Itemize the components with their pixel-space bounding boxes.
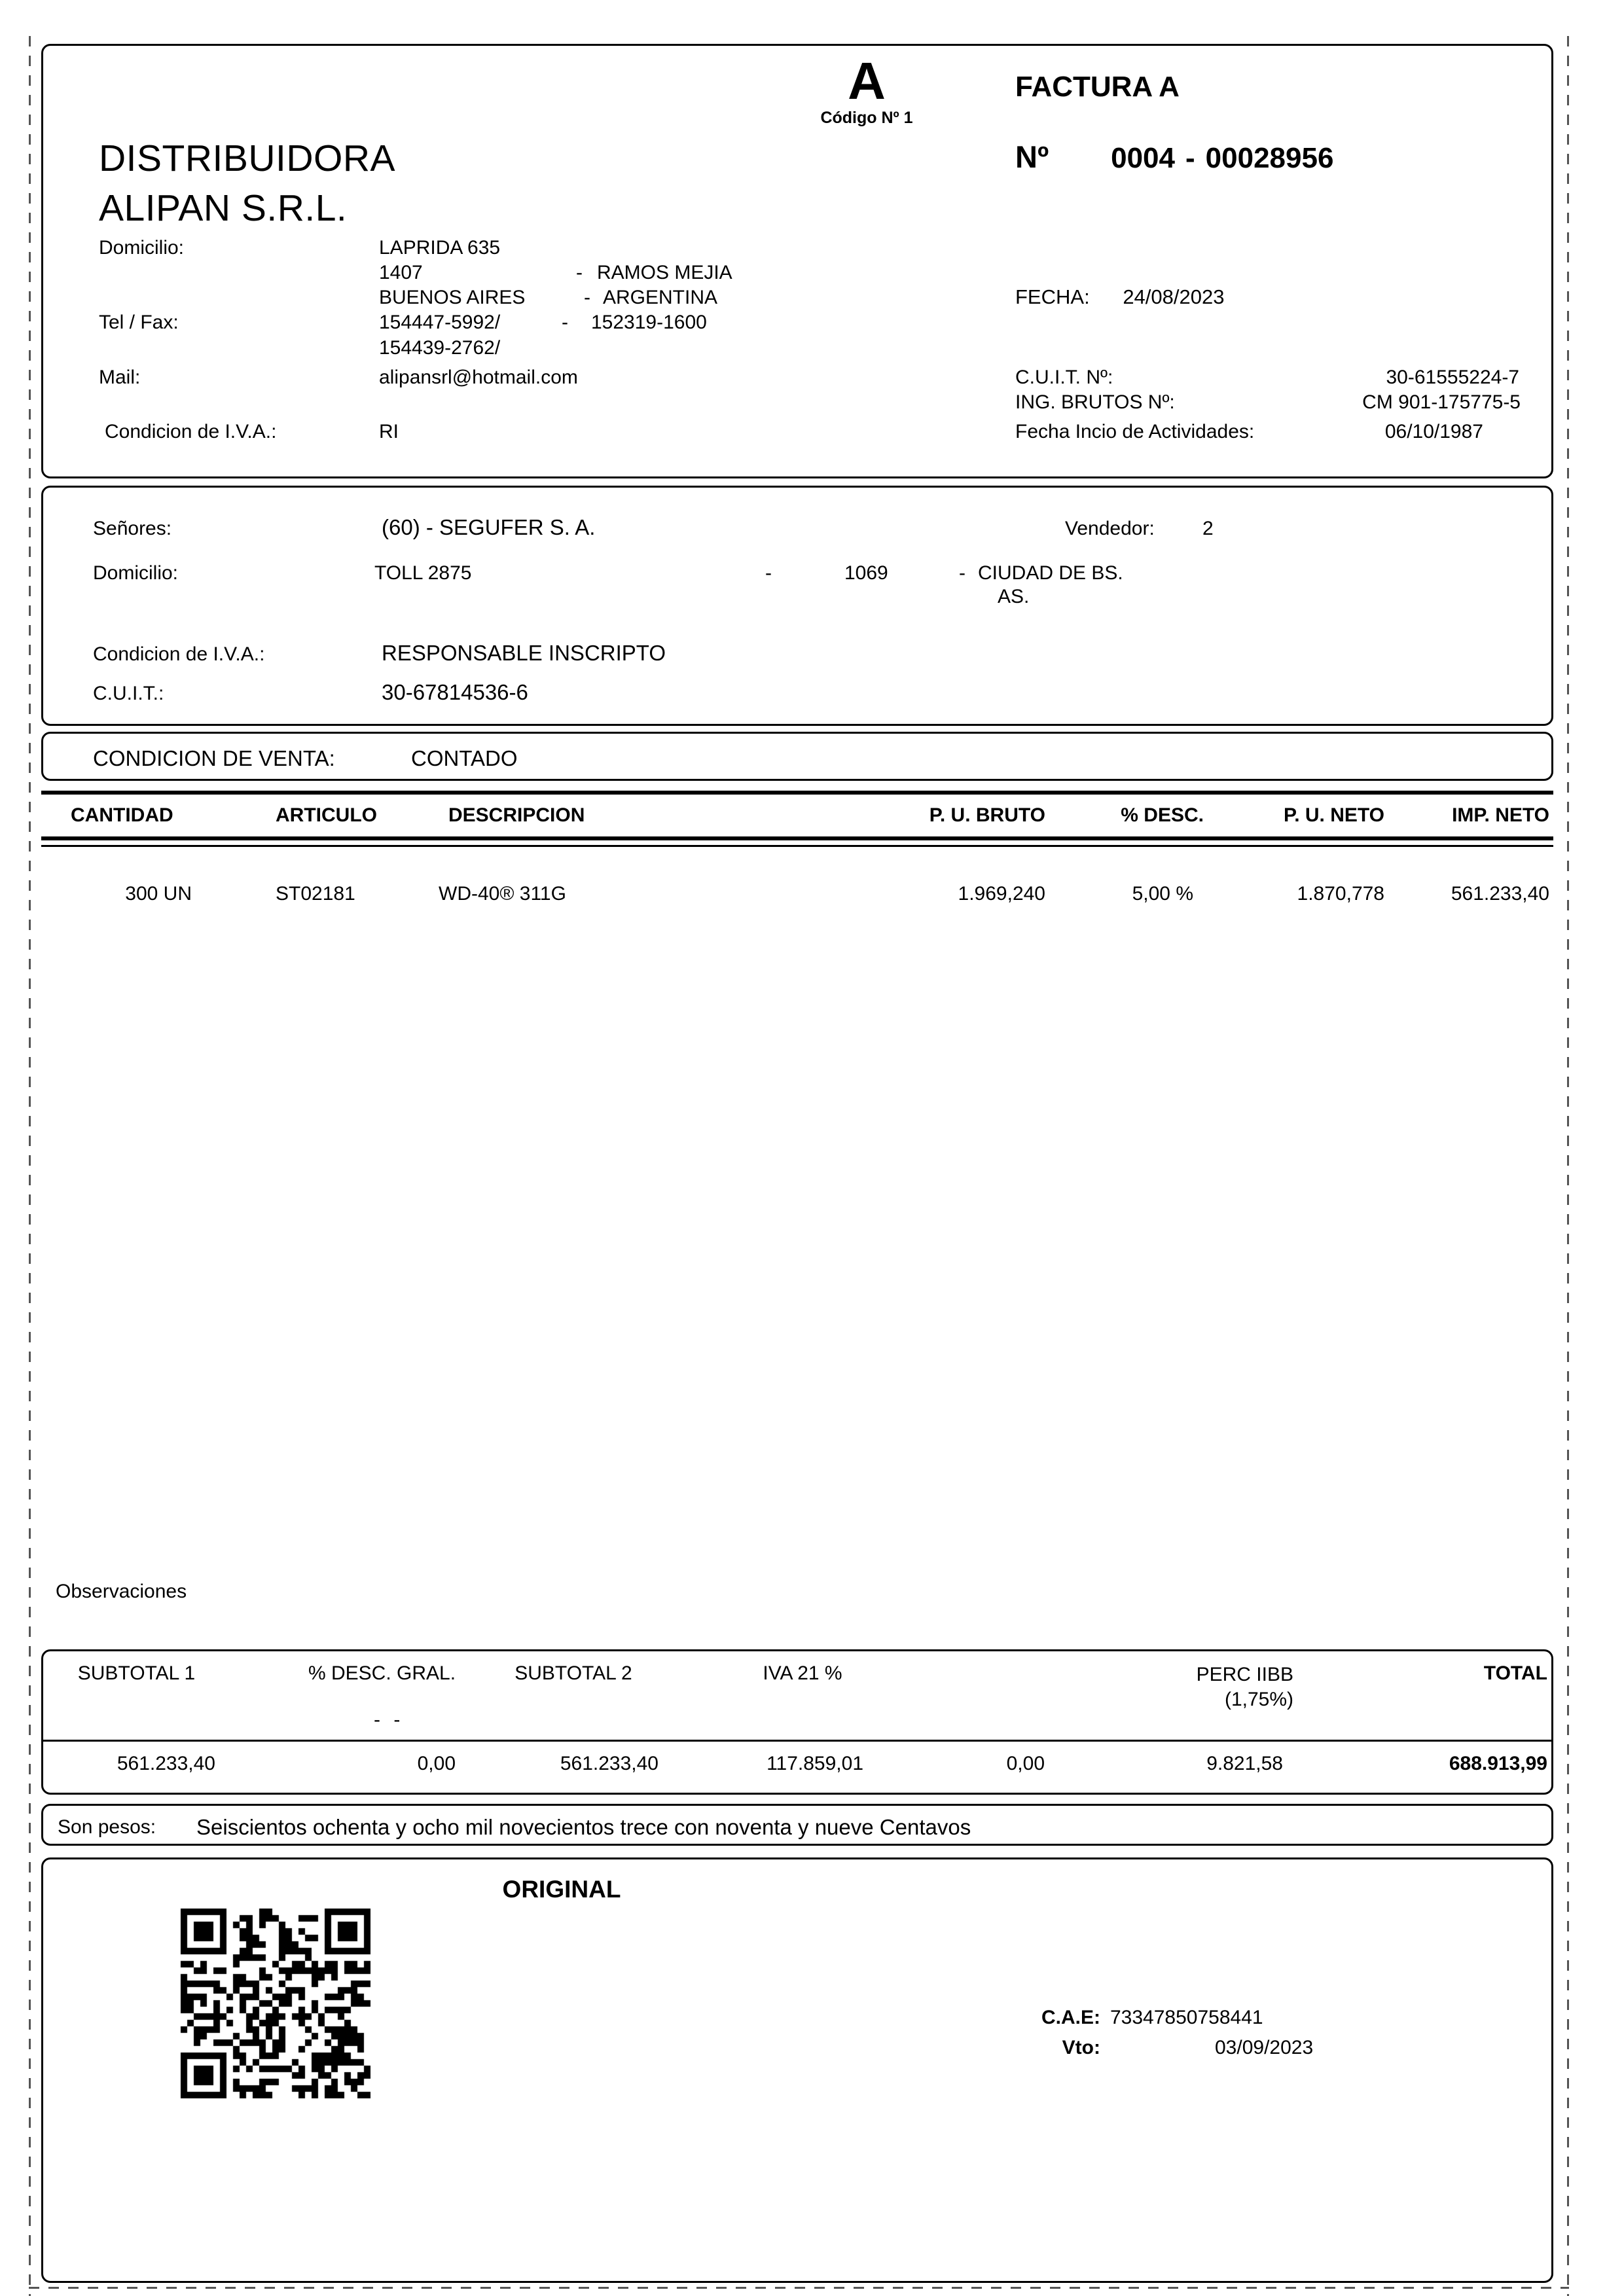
condicion-venta-label: CONDICION DE VENTA: — [93, 746, 335, 770]
dash: - — [562, 312, 568, 333]
totals-values-row — [43, 1753, 1551, 1775]
fecha-label: FECHA: — [1015, 285, 1090, 308]
right-perforation-line — [1567, 36, 1569, 2296]
company-mail-label: Mail: — [99, 367, 141, 388]
senores-value: (60) - SEGUFER S. A. — [382, 515, 596, 539]
customer-cuit-value: 30-67814536-6 — [382, 680, 528, 704]
company-iva-value: RI — [379, 421, 399, 442]
total-h-subtotal2: SUBTOTAL 2 — [514, 1662, 632, 1684]
senores-label: Señores: — [93, 518, 172, 539]
company-address-country: ARGENTINA — [603, 287, 718, 308]
company-name-line2: ALIPAN S.R.L. — [99, 187, 348, 229]
total-h-blank — [875, 1662, 1058, 1712]
observaciones-label: Observaciones — [56, 1581, 187, 1602]
company-tel3: 154439-2762/ — [379, 337, 501, 359]
dash: - — [959, 562, 965, 584]
col-cantidad: CANTIDAD — [71, 804, 173, 826]
left-perforation-line — [29, 36, 31, 2296]
company-cuit-label: C.U.I.T. Nº: — [1015, 367, 1113, 388]
company-inicio-label: Fecha Incio de Actividades: — [1015, 421, 1255, 442]
son-pesos-value: Seiscientos ochenta y ocho mil novecientos trece con noventa y nueve Centavos — [196, 1815, 971, 1839]
col-pu-neto: P. U. NETO — [1284, 804, 1384, 826]
invoice-number-dash: - — [1185, 142, 1195, 174]
customer-cuit-label: C.U.I.T.: — [93, 683, 164, 704]
vendedor-label: Vendedor: — [1065, 518, 1155, 539]
fecha-value: 24/08/2023 — [1123, 285, 1225, 308]
cell-pu-bruto: 1.969,240 — [958, 883, 1045, 905]
invoice-letter: A — [848, 52, 886, 110]
company-tel2: 152319-1600 — [591, 312, 707, 333]
company-address-city: RAMOS MEJIA — [597, 262, 732, 283]
cell-articulo: ST02181 — [276, 883, 355, 905]
company-address-zip: 1407 — [379, 262, 423, 283]
total-v-subtotal2: 561.233,40 — [560, 1753, 659, 1774]
vto-value: 03/09/2023 — [1215, 2037, 1314, 2058]
company-domicilio-label: Domicilio: — [99, 237, 185, 259]
company-cuit-value: 30-61555224-7 — [1386, 367, 1519, 388]
total-v-total: 688.913,99 — [1449, 1753, 1547, 1774]
doc-title: FACTURA A — [1015, 71, 1180, 103]
company-name-line1: DISTRIBUIDORA — [99, 137, 396, 179]
dash: - — [765, 562, 772, 584]
customer-city-line2: AS. — [998, 586, 1030, 607]
cell-desc: 5,00 % — [1132, 883, 1193, 905]
fecha-row — [1015, 285, 1224, 309]
total-h-desc-gral: % DESC. GRAL. — [308, 1662, 456, 1684]
cell-cantidad: 300 UN — [125, 883, 192, 905]
customer-iva-label: Condicion de I.V.A.: — [93, 643, 265, 665]
totals-box — [41, 1649, 1553, 1795]
invoice-number-value: 00028956 — [1205, 142, 1334, 174]
company-iibb-value: CM 901-175775-5 — [1362, 391, 1521, 413]
company-iibb-label: ING. BRUTOS Nº: — [1015, 391, 1175, 413]
col-desc: % DESC. — [1121, 804, 1204, 826]
company-address-province: BUENOS AIRES — [379, 287, 526, 308]
cae-block — [1028, 2005, 1313, 2060]
dash: - — [584, 287, 590, 308]
bottom-perforation-line — [29, 2287, 1569, 2289]
total-h-perc-iibb-line2: (1,75%) — [1224, 1689, 1293, 1710]
table-row — [41, 883, 1553, 905]
total-h-perc-iibb-line1: PERC IIBB — [1196, 1664, 1293, 1685]
cell-imp-neto: 561.233,40 — [1451, 883, 1549, 905]
company-mail-value: alipansrl@hotmail.com — [379, 367, 578, 388]
total-v-perc-iibb: 9.821,58 — [1206, 1753, 1283, 1774]
issuer-header-box — [41, 44, 1553, 478]
customer-iva-value: RESPONSABLE INSCRIPTO — [382, 641, 666, 665]
cell-pu-neto: 1.870,778 — [1297, 883, 1384, 905]
vendedor-value: 2 — [1202, 518, 1214, 539]
total-h-perc-iibb — [1058, 1662, 1307, 1712]
col-articulo: ARTICULO — [276, 804, 377, 826]
invoice-number-label: Nº — [1015, 139, 1049, 174]
invoice-number-pos: 0004 — [1111, 142, 1175, 174]
iibb-row — [1015, 391, 1521, 414]
col-descripcion: DESCRIPCION — [448, 804, 585, 826]
dash: - — [576, 262, 583, 283]
cell-descripcion: WD-40® 311G — [439, 883, 566, 905]
company-iva-label: Condicion de I.V.A.: — [105, 421, 277, 442]
customer-city-line1: CIUDAD DE BS. — [978, 562, 1123, 584]
customer-box — [41, 486, 1553, 726]
col-imp-neto: IMP. NETO — [1452, 804, 1549, 826]
company-name — [99, 134, 395, 233]
cae-value: 73347850758441 — [1110, 2007, 1263, 2028]
company-tel1: 154447-5992/ — [379, 312, 501, 333]
company-address-line1: LAPRIDA 635 — [379, 237, 501, 259]
cuit-row — [1015, 367, 1519, 389]
company-inicio-value: 06/10/1987 — [1384, 421, 1483, 442]
condicion-venta-value: CONTADO — [411, 746, 518, 770]
total-v-subtotal1: 561.233,40 — [117, 1753, 215, 1774]
total-v-iva: 117.859,01 — [767, 1753, 863, 1774]
cae-label: C.A.E: — [1041, 2007, 1100, 2028]
copy-type-label: ORIGINAL — [502, 1876, 621, 1903]
desc-gral-dashes: - - — [374, 1709, 405, 1731]
son-pesos-label: Son pesos: — [58, 1816, 156, 1838]
invoice-letter-block — [801, 54, 932, 128]
sale-condition-box — [41, 732, 1553, 781]
company-telfax-label: Tel / Fax: — [99, 312, 179, 333]
qr-code — [174, 1902, 377, 2105]
customer-domicilio-label: Domicilio: — [93, 562, 179, 584]
amount-in-words-box — [41, 1804, 1553, 1846]
total-h-total: TOTAL — [1483, 1662, 1547, 1684]
totals-divider — [43, 1740, 1551, 1742]
totals-header-row — [43, 1662, 1551, 1712]
vto-label: Vto: — [1062, 2037, 1100, 2058]
customer-street: TOLL 2875 — [374, 562, 472, 584]
inicio-row — [1015, 421, 1483, 443]
items-table-header — [41, 791, 1553, 840]
invoice-letter-code: Código Nº 1 — [820, 109, 913, 127]
footer-box — [41, 1857, 1553, 2283]
total-h-subtotal1: SUBTOTAL 1 — [77, 1662, 196, 1684]
total-v-col5: 0,00 — [1006, 1753, 1045, 1774]
customer-zip: 1069 — [844, 562, 888, 584]
total-h-iva: IVA 21 % — [763, 1662, 842, 1684]
total-v-desc-gral: 0,00 — [417, 1753, 456, 1774]
invoice-number — [1015, 139, 1333, 175]
col-pu-bruto: P. U. BRUTO — [929, 804, 1045, 826]
